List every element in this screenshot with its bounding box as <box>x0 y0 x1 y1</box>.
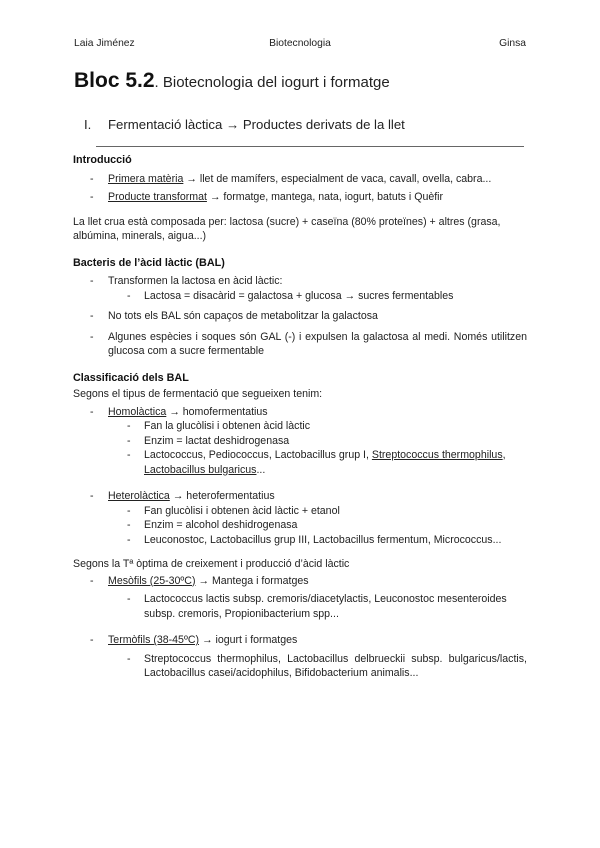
intro-item1-label: Primera matèria <box>108 172 184 185</box>
intro-item2-label: Producte transformat <box>108 191 207 203</box>
header-subject: Biotecnologia <box>269 38 331 49</box>
homo-sub3-c: ... <box>256 463 266 476</box>
hetero-text: → heterofermentatius <box>169 490 275 502</box>
section-number: I. <box>84 117 92 132</box>
sub-list-item: - Fan glucòlisi i obtenen àcid làctic + etanol <box>73 504 527 519</box>
list-item: - No tots els BAL són capaços de metabolitzar la galactosa <box>73 309 527 324</box>
list-item <box>73 405 527 420</box>
sub-list-item: - Streptococcus thermophilus, Lactobacillus delbrueckii subsp. bulgaricus/lactis, Lactobacillus casei/acidophilus, Bifidobacterium animalis... <box>73 652 527 681</box>
title-bold: Bloc 5.2 <box>74 69 155 92</box>
homo-sub3-a: Lactococcus, Pediococcus, Lactobacillus grup I, <box>144 449 372 461</box>
list-item: - Algunes espècies i soques són GAL (-) i expulsen la galactosa al medi. Només utilitzen glucosa com a sucre fermentable <box>73 330 527 359</box>
homo-label: Homolàctica <box>108 405 167 418</box>
list-item: - Transformen la lactosa en àcid làctic: <box>73 274 527 289</box>
termo-text: → iogurt i formatges <box>199 634 298 646</box>
sub-list-item: - Fan la glucòlisi i obtenen àcid làctic <box>73 419 527 434</box>
page-header <box>74 37 526 51</box>
classif-intro2: Segons la Tª òptima de creixement i producció d’àcid làctic <box>73 558 350 570</box>
bal-heading: Bacteris de l’àcid làctic (BAL) <box>73 256 225 269</box>
homo-text: → homofermentatius <box>166 405 268 418</box>
list-item <box>73 633 527 648</box>
meso-label: Mesòfils (25-30ºC) <box>108 574 196 587</box>
homo-sub3-u2: Lactobacillus bulgaricus <box>144 463 257 476</box>
header-group: Ginsa <box>499 38 526 49</box>
meso-text: → Mantega i formatges <box>195 574 309 587</box>
sub-list-item: - Lactococcus lactis subsp. cremoris/diacetylactis, Leuconostoc mesenteroides subsp. cremoris, Propionibacterium spp... <box>73 592 527 621</box>
sub-list-item: - Leuconostoc, Lactobacillus grup III, Lactobacillus fermentum, Micrococcus... <box>73 533 527 548</box>
sub-list-item: - Lactosa = disacàrid = galactosa + glucosa → sucres fermentables <box>73 289 527 304</box>
sub-list-item: - Enzim = alcohol deshidrogenasa <box>73 518 527 533</box>
classif-intro1: Segons el tipus de fermentació que segueixen tenim: <box>73 388 323 400</box>
section-divider <box>96 146 524 147</box>
main-content <box>73 153 527 681</box>
section-heading <box>84 118 405 133</box>
intro-paragraph: La llet crua està composada per: lactosa (sucre) + caseïna (80% proteïnes) + altres (grasa, albúmina, minerals, aigua...) <box>73 215 501 242</box>
homo-sub3-u1: Streptococcus thermophilus <box>371 449 503 461</box>
title-rest: . Biotecnologia del iogurt i formatge <box>154 74 390 91</box>
intro-heading: Introducció <box>73 154 132 166</box>
termo-label: Termòfils (38-45ºC) <box>108 634 199 646</box>
classif-heading: Classificació dels BAL <box>73 371 189 384</box>
intro-item2-text: → formatge, mantega, nata, iogurt, batuts i Quèfir <box>206 191 444 203</box>
list-item <box>73 190 527 205</box>
list-item <box>73 574 527 589</box>
page-title <box>74 69 390 92</box>
sub-list-item <box>73 448 527 477</box>
section-text: Fermentació làctica → Productes derivats de la llet <box>108 117 405 132</box>
header-author: Laia Jiménez <box>74 38 135 49</box>
sub-list-item: - Enzim = lactat deshidrogenasa <box>73 434 527 449</box>
hetero-label: Heterolàctica <box>108 490 170 502</box>
intro-item1-text: → llet de mamífers, especialment de vaca, cavall, ovella, cabra... <box>183 172 492 185</box>
homo-sub3-b: , <box>502 449 506 461</box>
list-item <box>73 489 527 504</box>
list-item <box>73 172 527 187</box>
